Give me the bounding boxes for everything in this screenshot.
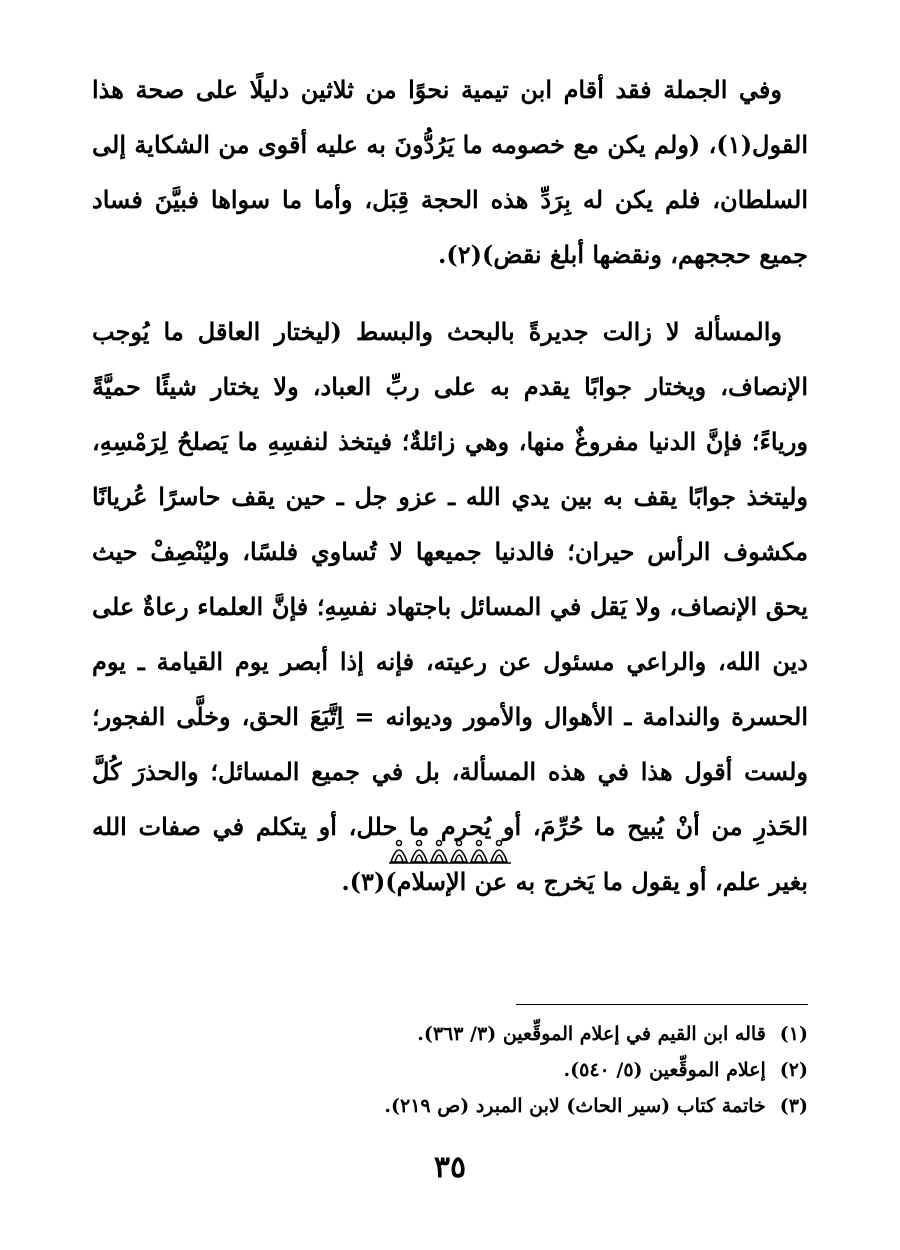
footnote-text: قاله ابن القيم في إعلام الموقِّعين (٣/ ٣٦٣). (417, 1023, 766, 1045)
footnote-1 (92, 1016, 808, 1052)
floral-ornament-icon (385, 832, 515, 866)
section-divider-ornament (0, 832, 900, 872)
paragraph-1: وفي الجملة فقد أقام ابن تيمية نحوًا من ثلاثين دليلًا على صحة هذا القول(١)، (ولم يكن مع خصومه ما يَرُدُّونَ به عليه أقوى من الشكاية إلى السلطان، فلم يكن له بِرَدِّ هذه الحجة قِبَل، وأما ما سواها فبيَّنَ فساد جميع حججهم، ونقضها أبلغ نقض)(٢). (92, 75, 808, 269)
footnote-text: إعلام الموقِّعين (٥/ ٥٤٠). (563, 1059, 766, 1081)
footnote-text: خاتمة كتاب (سير الحاث) لابن المبرد (ص ٢١٩). (384, 1095, 766, 1117)
page-number: ٣٥ (433, 1150, 467, 1185)
main-text (92, 62, 808, 909)
footnote-number: (١) (779, 1023, 808, 1045)
footnote-separator (516, 1004, 808, 1005)
footnote-3 (92, 1088, 808, 1124)
footnote-number: (٣) (779, 1095, 808, 1117)
paragraph-2: والمسألة لا زالت جديرةً بالبحث والبسط (ليختار العاقل ما يُوجب الإنصاف، ويختار جوابًا يقدم به على ربِّ العباد، ولا يختار شيئًا حميَّةً ورياءً؛ فإنَّ الدنيا مفروغٌ منها، وهي زائلةٌ؛ فيتخذ لنفسِهِ ما يَصلحُ لِرَمْسِهِ، وليتخذ جوابًا يقف به بين يدي الله ـ عزو جل ـ حين يقف حاسرًا عُريانًا مكشوف الرأس حيران؛ فالدنيا جميعها لا تُساوي فلسًا، وليُنْصِفْ حيث يحق الإنصاف، ولا يَقل في المسائل باجتهاد نفسِهِ؛ فإنَّ العلماء رعاةٌ على دين الله، والراعي مسئول عن رعيته، فإنه إذا أبصر يوم القيامة ـ يوم الحسرة والندامة ـ الأهوال والأمور وديوانه = اِتَّبَعَ الحق، وخلَّى الفجور؛ ولست أقول هذا في هذه المسألة، بل في جميع المسائل؛ والحذرَ كُلَّ الحَذرِ من أنْ يُبيح ما حُرِّمَ، أو يُحرم ما حلل، أو يتكلم في صفات الله بغير علم، أو يقول ما يَخرج به عن الإسلام)(٣). (92, 317, 809, 896)
footnote-number: (٢) (779, 1059, 808, 1081)
footnote-2 (92, 1052, 808, 1088)
footnotes (92, 1016, 808, 1124)
